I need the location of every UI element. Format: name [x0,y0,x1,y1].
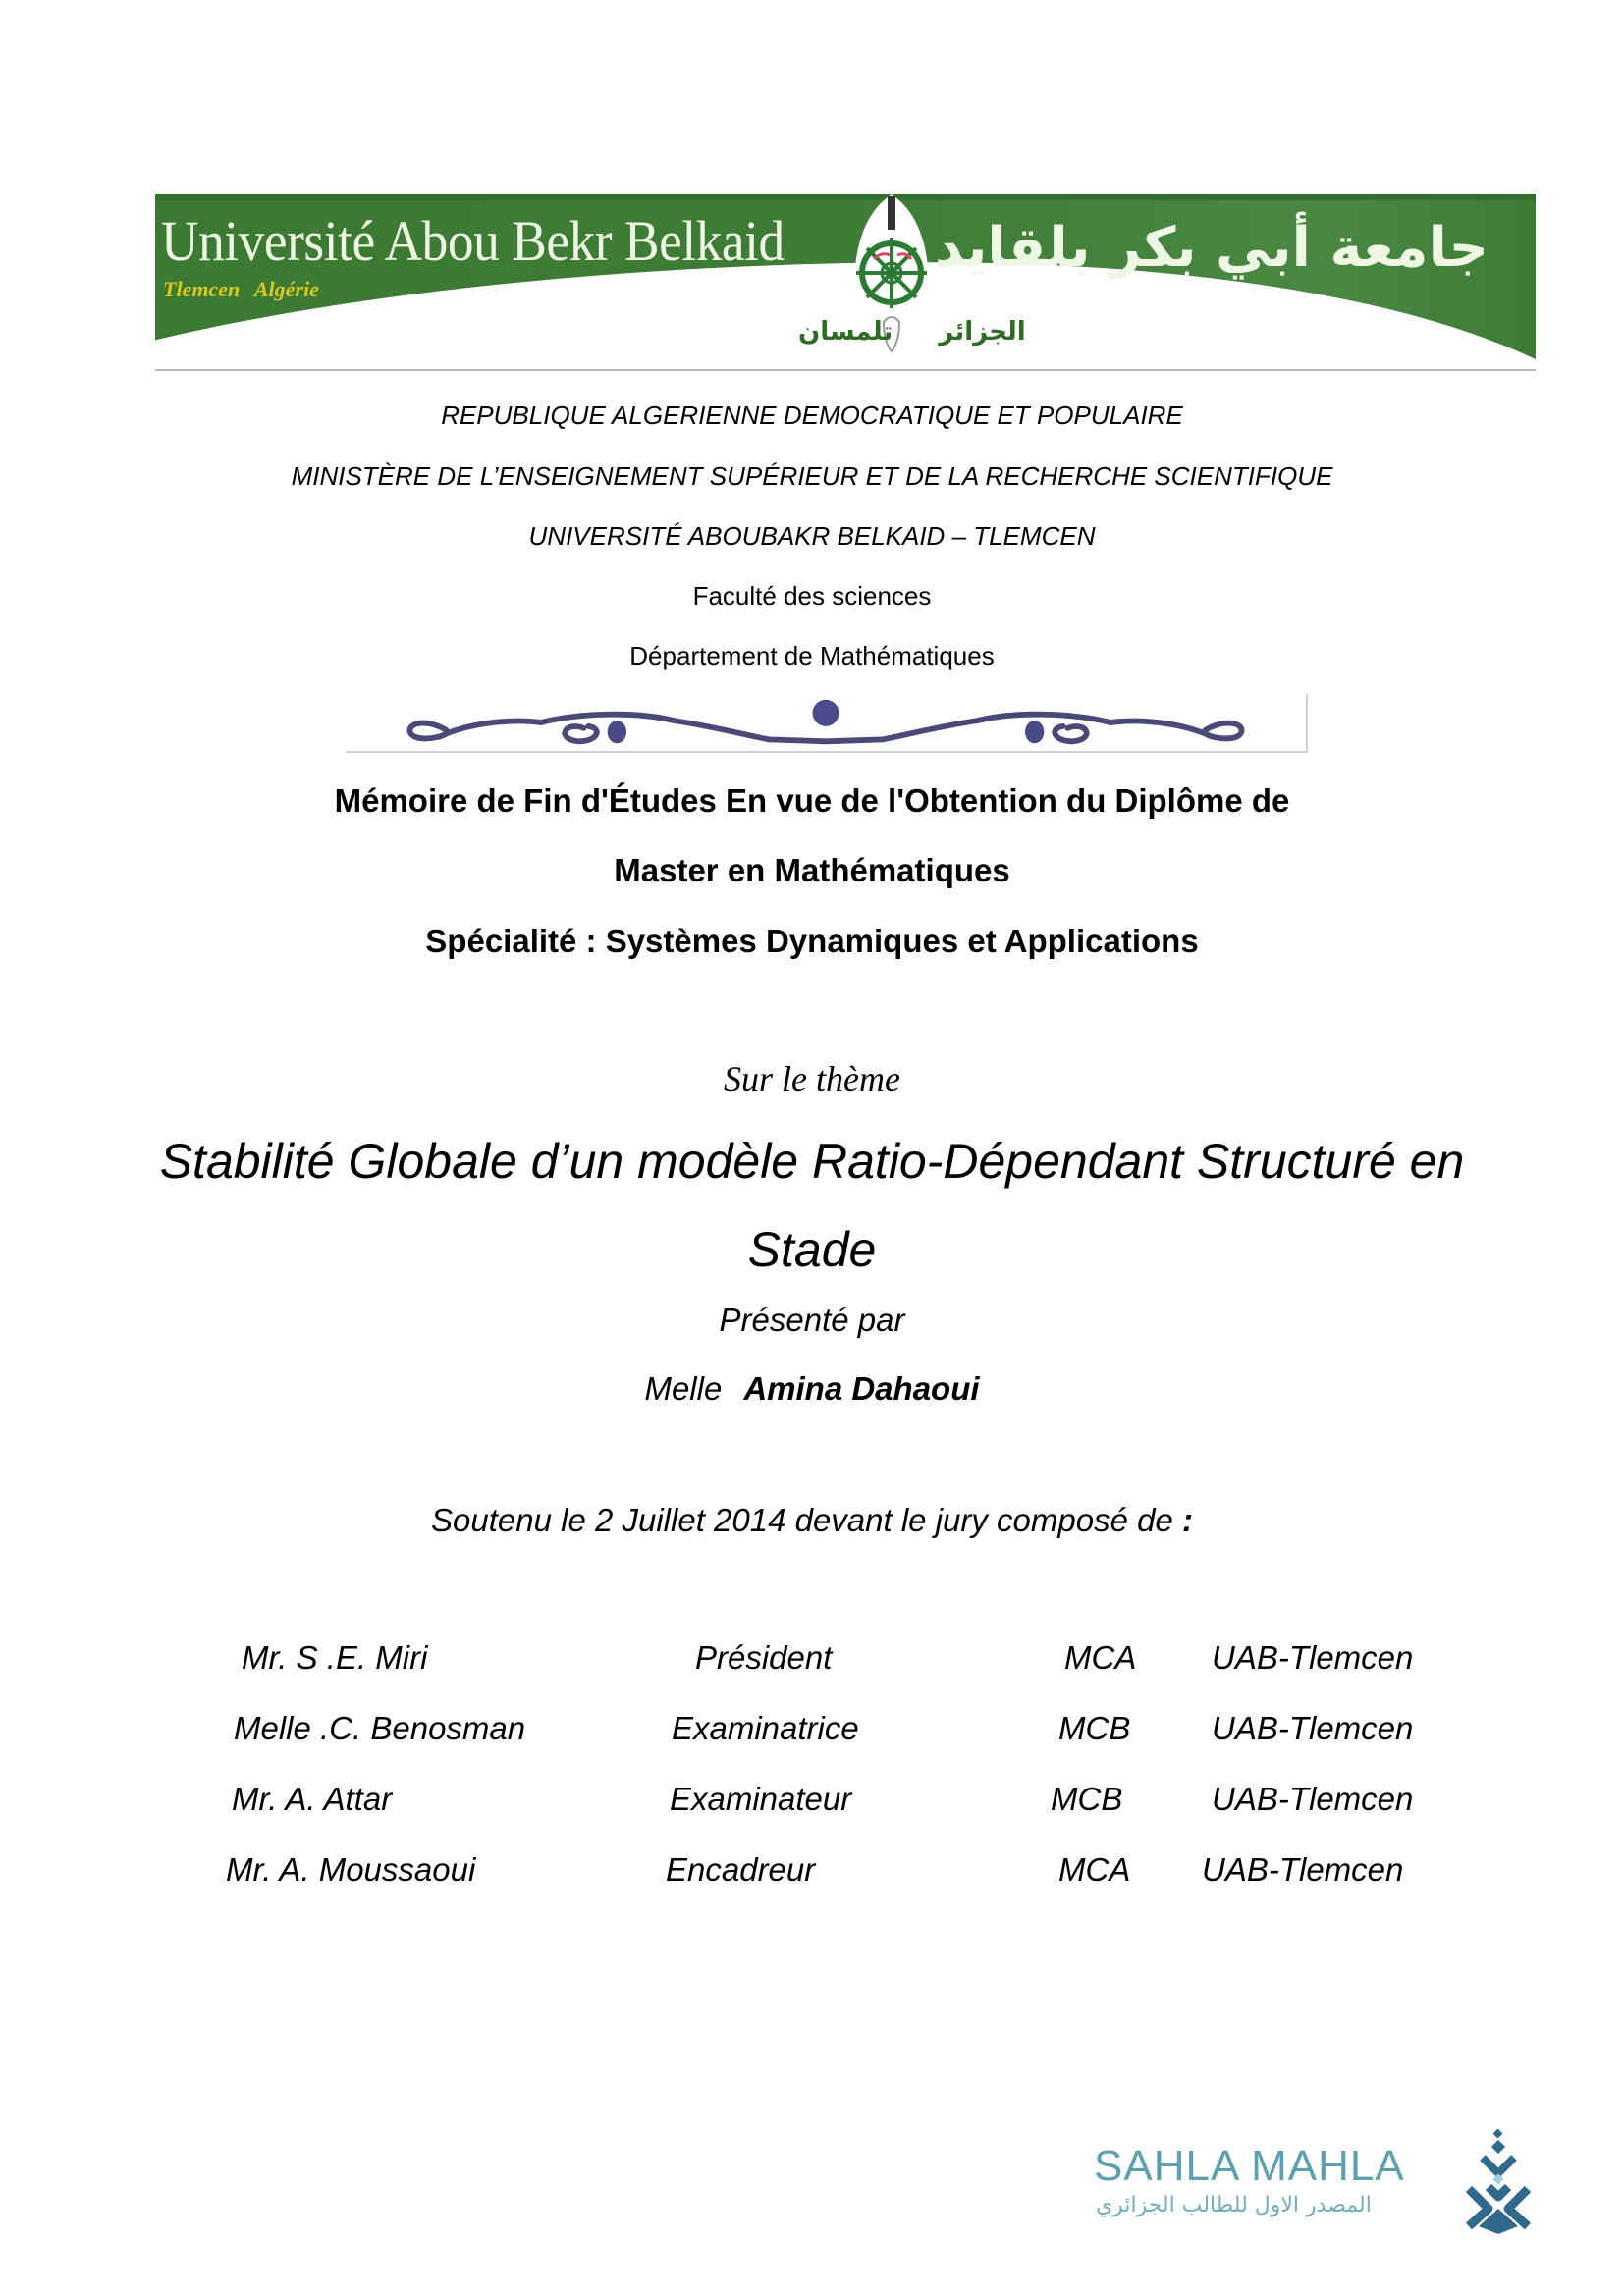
sahla-mahla-logo-icon [1465,2128,1543,2234]
university-banner [155,194,1536,371]
decorative-divider-icon [346,694,1308,753]
thesis-title-line-2: Stade [747,1222,877,1277]
degree-line-2: Master en Mathématiques [614,852,1010,888]
jury-role: Président [695,1639,833,1676]
banner-subtitle: Tlemcen Algérie [163,277,319,301]
defense-text: Soutenu le 2 Juillet 2014 devant le jury composé de [431,1502,1182,1538]
author-prefix: Melle [644,1370,723,1407]
jury-row [0,1639,1624,1688]
thesis-title-line-1: Stabilité Globale d’un modèle Ratio-Dépendant Structuré en [159,1134,1465,1189]
jury-row [0,1781,1624,1830]
jury-grade: MCA [1064,1639,1137,1676]
jury-role: Encadreur [666,1851,816,1888]
banner-title-ar: جامعة أبي بكر بلقايد [934,216,1489,280]
jury-name: Mr. S .E. Miri [242,1639,428,1676]
author [0,1370,1624,1408]
jury-institution: UAB-Tlemcen [1212,1639,1414,1676]
jury-grade: MCA [1058,1851,1131,1888]
thesis-title [0,1117,1624,1294]
jury-row [0,1851,1624,1900]
watermark-brand: SAHLA MAHLA [1094,2142,1405,2190]
jury-institution: UAB-Tlemcen [1202,1851,1404,1888]
jury-name: Mr. A. Attar [232,1781,393,1817]
jury-grade: MCB [1051,1781,1123,1817]
banner-title-fr: Université Abou Bekr Belkaid [161,209,785,273]
jury-institution: UAB-Tlemcen [1212,1710,1414,1746]
jury-role: Examinatrice [672,1710,859,1746]
specialty-line: Spécialité : Systèmes Dynamiques et Applications [425,923,1199,959]
presented-by: Présenté par [719,1302,905,1338]
jury-name: Melle .C. Benosman [234,1710,526,1746]
jury-name: Mr. A. Moussaoui [226,1851,476,1888]
watermark-tagline: المصدر الاول للطالب الجزائري [1096,2193,1372,2217]
faculty-line: Faculté des sciences [692,581,932,611]
defense-colon: : [1182,1502,1193,1538]
ministry-line: MINISTÈRE DE L’ENSEIGNEMENT SUPÉRIEUR ET DE LA RECHERCHE SCIENTIFIQUE [291,461,1333,491]
theme-intro: Sur le thème [724,1059,900,1098]
sahla-mahla-watermark [1094,2128,1545,2236]
jury-grade: MCB [1058,1710,1131,1746]
author-name: Amina Dahaoui [743,1370,980,1407]
degree-line-1: Mémoire de Fin d'Études En vue de l'Obtention du Diplôme de [334,782,1290,819]
jury-role: Examinateur [670,1781,852,1817]
jury-row [0,1710,1624,1759]
department-line: Département de Mathématiques [629,641,995,670]
university-line: UNIVERSITÉ ABOUBAKR BELKAID – TLEMCEN [528,521,1096,551]
jury-institution: UAB-Tlemcen [1212,1781,1414,1817]
republic-line: REPUBLIQUE ALGERIENNE DEMOCRATIQUE ET POPULAIRE [441,400,1183,430]
defense-statement [0,1502,1624,1539]
banner-city-ar: الجزائر تلمسان [798,317,1026,347]
